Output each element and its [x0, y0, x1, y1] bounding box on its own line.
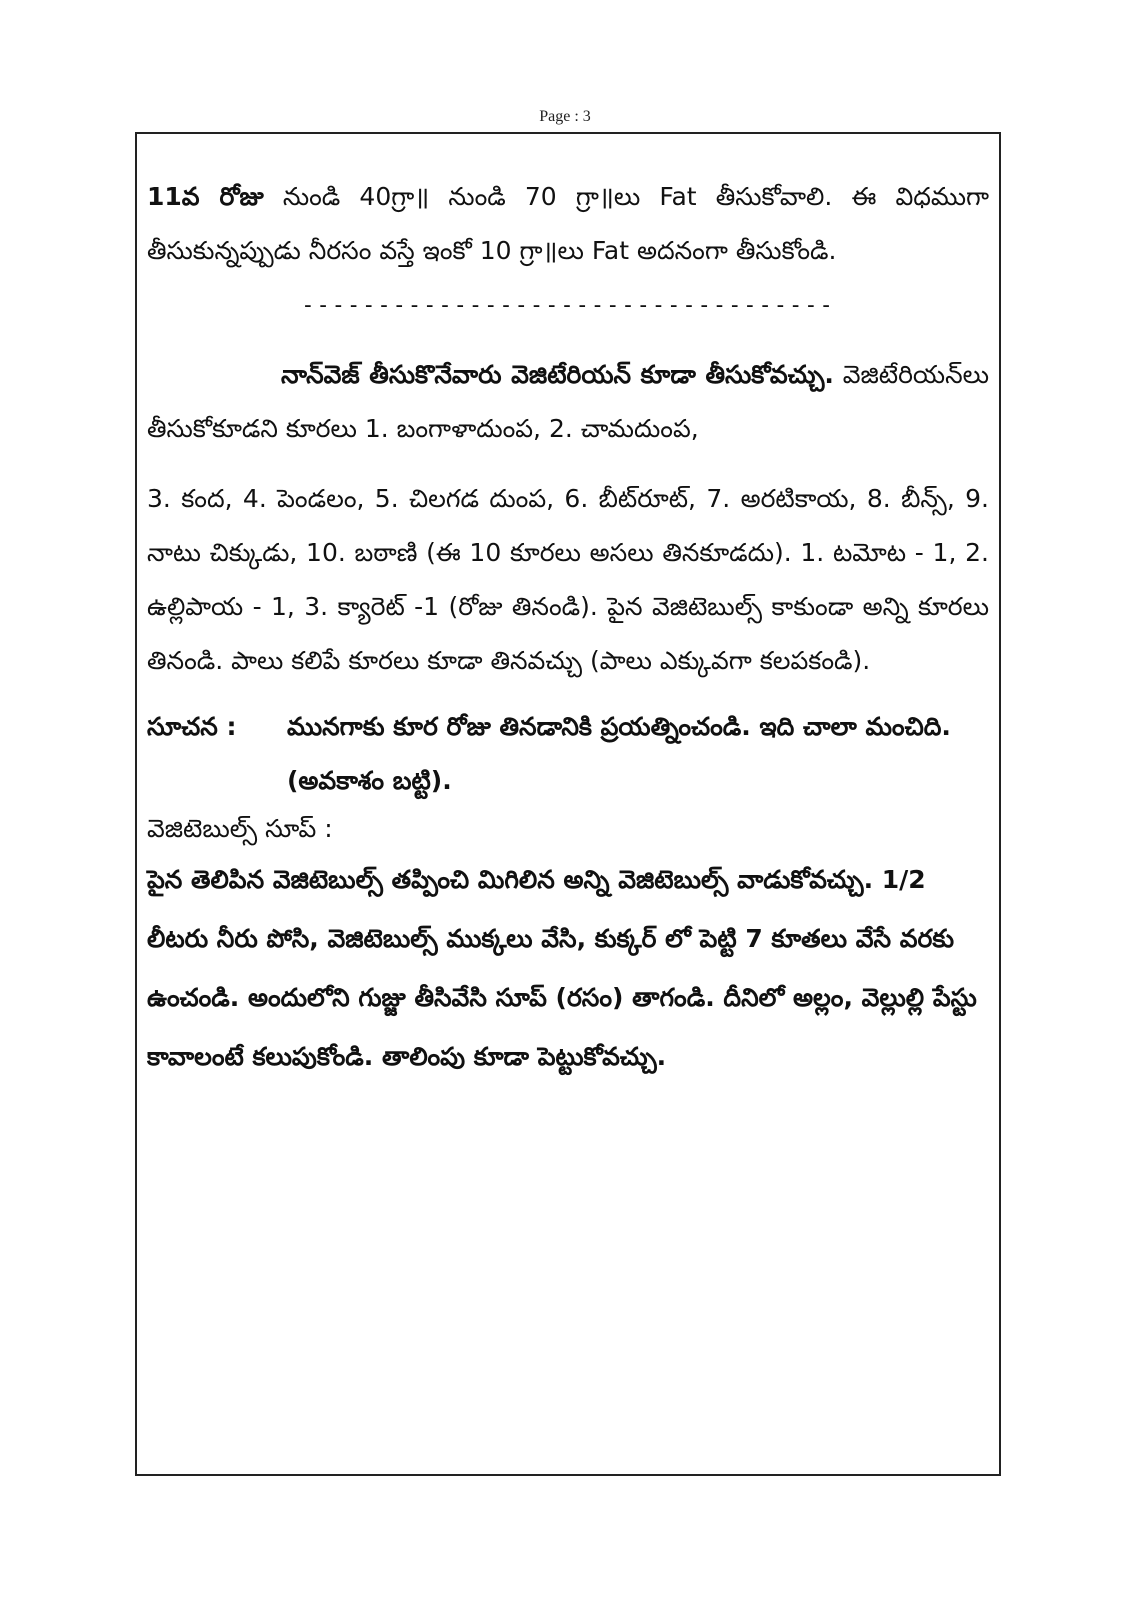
fat-intake-text: నుండి 40గ్రా॥ నుండి 70 గ్రా॥లు Fat తీసుకోవాలి. ఈ విధముగా తీసుకున్నప్పుడు నీరసం వస్తే ఇంకో 10 గ్రా॥లు Fat అదనంగా తీసుకోండి. — [147, 182, 989, 265]
note-label: సూచన : — [147, 712, 237, 741]
paragraph-vegetable-list: 3. కంద, 4. పెండలం, 5. చిలగడ దుంప, 6. బీట్‌రూట్, 7. అరటికాయ, 8. బీన్స్, 9. నాటు చిక్కుడు, 10. బఠాణి (ఈ 10 కూరలు అసలు తినకూడదు). 1. టమోట - 1, 2. ఉల్లిపాయ - 1, 3. క్యారెట్ -1 (రోజు తినండి). పైన వెజిటెబుల్స్ కాకుండా అన్ని కూరలు తినండి. పాలు కలిపే కూరలు కూడా తినవచ్చు (పాలు ఎక్కువగా కలపకండి). — [147, 484, 989, 675]
day-heading: 11వ రోజు — [147, 182, 264, 211]
page-number: Page : 3 — [539, 108, 591, 125]
page-content — [147, 170, 989, 1086]
paragraph-vegetables-avoid — [147, 348, 989, 456]
note-text: మునగాకు కూర రోజు తినడానికి ప్రయత్నించండి. ఇది చాలా మంచిది. (అవకాశం బట్టి). — [287, 712, 951, 795]
dashed-divider: ----------------------------------- — [301, 293, 835, 318]
paragraph-fat-intake — [147, 170, 989, 278]
nonveg-heading: నాన్‌వెజ్ తీసుకొనేవారు వెజిటేరియన్ కూడా తీసుకోవచ్చు. — [281, 360, 834, 389]
soup-instructions: పైన తెలిపిన వెజిటెబుల్స్ తప్పించి మిగిలిన అన్ని వెజిటెబుల్స్ వాడుకోవచ్చు. 1/2 లీటరు నీరు పోసి, వెజిటెబుల్స్ ముక్కలు వేసి, కుక్కర్ లో పెట్టి 7 కూతలు వేసే వరకు ఉంచండి. అందులోని గుజ్జు తీసివేసి సూప్ (రసం) తాగండి. దీనిలో అల్లం, వెల్లుల్లి పేస్టు కావాలంటే కలుపుకోండి. తాలింపు కూడా పెట్టుకోవచ్చు. — [147, 865, 977, 1071]
suggestion-note — [147, 700, 989, 808]
soup-label: వెజిటెబుల్స్ సూప్ : — [147, 814, 333, 843]
content-frame — [135, 132, 1001, 1476]
vegetables-avoid-text: వెజిటేరియన్‌లు తీసుకోకూడని కూరలు 1. బంగాళాదుంప, 2. చామదుంప, — [147, 360, 989, 443]
